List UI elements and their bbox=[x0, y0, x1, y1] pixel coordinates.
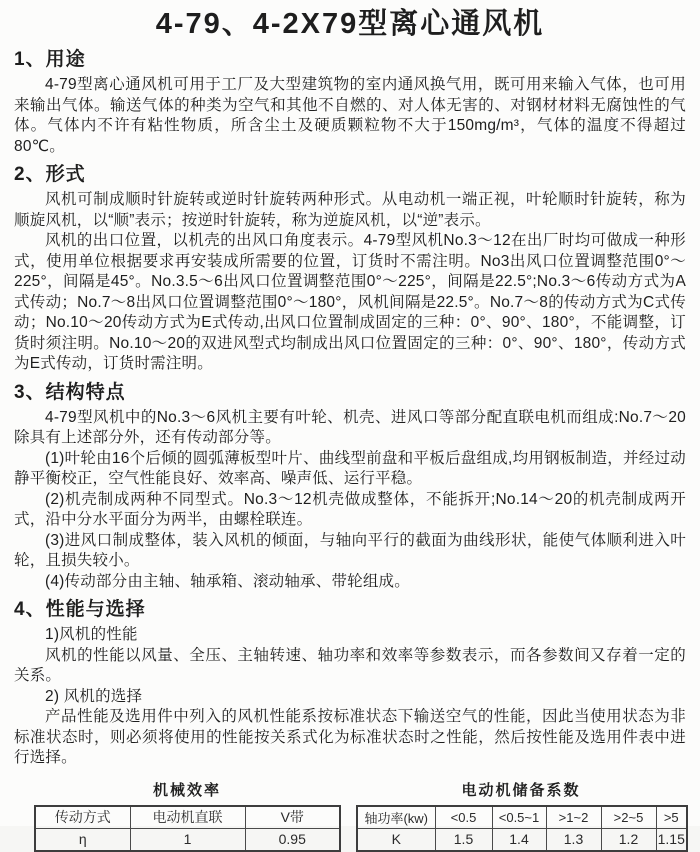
section-performance-heading: 4、性能与选择 bbox=[14, 599, 146, 620]
form-paragraph-outlet-position: 风机的出口位置，以机壳的出风口角度表示。4-79型风机No.3～12在出厂时均可做成一种形式，使用单位根据要求再安装成所需要的位置，订货时不需注明。No3出风口位置调整范围0°～225°，间隔是45°。No.3.5～6出风口位置调整范围0°～225°，间隔是22.5°;No.3～6传动方式为A式传动；No.7～8出风口位置调整范围0°～180°，风机间隔是22.5°。No.7～8的传动方式为C式传动；No.10～20传动方式为E式传动,出风口位置制成固定的三种：0°、90°、180°，不能调整，订货时须注明。No.10～20的双进风型式均制成出风口位置固定的三种：0°、90°、180°，传动方式为E式传动，订货时需注明。 bbox=[14, 232, 686, 372]
mechanical-efficiency-block bbox=[34, 779, 340, 852]
header-cell-drive-type: 传动方式 bbox=[35, 806, 130, 829]
value-cell-eta: η bbox=[35, 828, 130, 851]
structure-item-inlet: (3)进风口制成整体，装入风机的倾面，与轴向平行的截面为曲线形状，能使气体顺利进入叶轮，且损失较小。 bbox=[14, 531, 686, 569]
selection-paragraph: 产品性能及选用件中列入的风机性能系按标准状态下输送空气的性能，因此当使用状态为非标准状态时，则必须将使用的性能按关系式化为标准状态时之性能，然后按性能及选用件表中进行选择。 bbox=[14, 708, 686, 766]
mechanical-efficiency-table bbox=[34, 805, 341, 852]
performance-subheading: 1)风机的性能 bbox=[45, 626, 138, 643]
table-value-row bbox=[35, 828, 340, 851]
page-title: 4-79、4-2X79型离心通风机 bbox=[155, 8, 545, 40]
section-structure bbox=[14, 381, 686, 593]
section-usage bbox=[14, 48, 686, 157]
structure-item-drive: (4)传动部分由主轴、轴承箱、滚动轴承、带轮组成。 bbox=[45, 572, 410, 590]
motor-reserve-table bbox=[356, 805, 688, 852]
value-cell-k-5: 1.15 bbox=[656, 828, 687, 851]
section-form-heading: 2、形式 bbox=[14, 164, 86, 185]
section-usage-heading: 1、用途 bbox=[14, 49, 86, 70]
header-cell-vbelt: V带 bbox=[245, 806, 340, 829]
header-cell-range-1: <0.5 bbox=[435, 806, 492, 829]
header-cell-range-4: >2~5 bbox=[601, 806, 656, 829]
structure-paragraph-intro: 4-79型风机中的No.3～6风机主要有叶轮、机壳、进风口等部分配直联电机而组成:No.7～20除具有上述部分外，还有传动部分等。 bbox=[14, 408, 686, 446]
selection-subheading: 2) 风机的选择 bbox=[45, 687, 143, 705]
performance-paragraph: 风机的性能以风量、全压、主轴转速、轴功率和效率等参数表示，而各参数间又存着一定的关系。 bbox=[14, 646, 686, 684]
value-cell-k-4: 1.2 bbox=[601, 828, 656, 851]
table-header-row bbox=[35, 806, 340, 829]
tables-row bbox=[14, 779, 686, 852]
structure-item-impeller: (1)叶轮由16个后倾的圆弧薄板型叶片、曲线型前盘和平板后盘组成,均用钢板制造，并经过动静平衡校正，空气性能良好、效率高、噪声低、运行平稳。 bbox=[14, 449, 686, 487]
header-cell-range-2: <0.5~1 bbox=[492, 806, 546, 829]
value-cell-k-3: 1.3 bbox=[546, 828, 601, 851]
value-cell-k-1: 1.5 bbox=[435, 828, 492, 851]
usage-paragraph: 4-79型离心通风机可用于工厂及大型建筑物的室内通风换气用，既可用来输入气体，也可用来输出气体。输送气体的种类为空气和其他不自燃的、对人体无害的、对钢材材料无腐蚀性的气体。气体内不许有粘性物质，所含尘土及硬质颗粒物不大于150mg/m³，气体的温度不得超过80℃。 bbox=[14, 76, 686, 155]
header-cell-direct-drive: 电动机直联 bbox=[130, 806, 245, 829]
section-form bbox=[14, 163, 686, 375]
structure-item-casing: (2)机壳制成两种不同型式。No.3～12机壳做成整体，不能拆开;No.14～20的机壳制成两开式，沿中分水平面分为两半，由螺栓联连。 bbox=[14, 490, 686, 528]
table-value-row bbox=[357, 828, 687, 851]
value-cell-k-label: K bbox=[357, 828, 435, 851]
section-structure-heading: 3、结构特点 bbox=[14, 381, 126, 403]
motor-reserve-title: 电动机储备系数 bbox=[461, 781, 581, 799]
table-header-row bbox=[357, 806, 687, 829]
value-cell-vbelt: 0.95 bbox=[245, 828, 340, 851]
header-cell-range-5: >5 bbox=[656, 806, 687, 829]
section-performance bbox=[14, 598, 686, 769]
form-paragraph-rotation: 风机可制成顺时针旋转或逆时针旋转两种形式。从电动机一端正视，叶轮顺时针旋转，称为顺旋风机，以“顺”表示；按逆时针旋转，称为逆旋风机，以“逆”表示。 bbox=[14, 191, 686, 229]
header-cell-shaft-power: 轴功率(kw) bbox=[357, 806, 435, 829]
value-cell-direct: 1 bbox=[130, 828, 245, 851]
header-cell-range-3: >1~2 bbox=[546, 806, 601, 829]
mechanical-efficiency-title: 机械效率 bbox=[152, 781, 221, 799]
motor-reserve-block bbox=[356, 779, 686, 852]
value-cell-k-2: 1.4 bbox=[492, 828, 546, 851]
